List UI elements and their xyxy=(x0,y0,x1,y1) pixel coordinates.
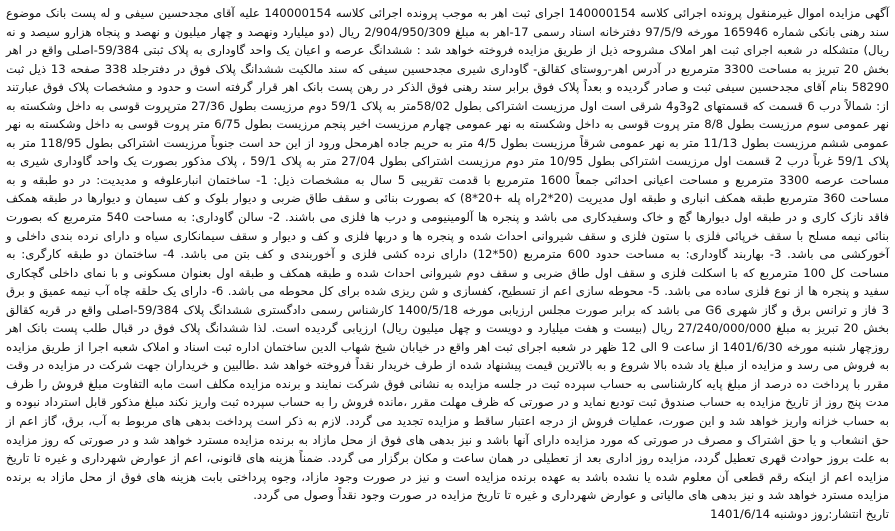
publication-date: تاریخ انتشار:روز دوشنبه 1401/6/14 xyxy=(710,506,889,521)
auction-notice-text: آگهی مزایده اموال غیرمنقول پرونده اجرائی کلاسه 140000154 اجرای ثبت اهر به موجب پرونده اجرائی کلاسه 140000154 علیه آقای مجدحسین سیفی و له پست بانک موضوع سند رهنی بانکی شماره 165946 مورخه 97/5/9 دفترخانه اسناد رسمی 17-اهر به مبلغ 2/904/950/309 ریال (دو میلیارد ونهصد و چهار میلیون و نهصد و پنجاه هزارو سیصد و نه ریال) متشکله در شعبه اجرای ثبت اهر املاک مشروحه ذیل از طریق مزایده فروخته خواهد شد : ششدانگ عرصه و اعیان یک واحد گاوداری به پلاک ثبتی 59/384-اصلی واقع در اهر بخش 20 تبریز به مساحت 3300 مترمربع در آدرس اهر-روستای کقالق- گاوداری شیری مجدحسین سیفی که سند مالکیت ششدانگ پلاک فوق در دفترجلد 338 صفحه 13 ذیل ثبت 58290 بنام آقای مجدحسین سیفی ثبت و صادر گردیده و بعداً پلاک فوق برابر سند رهنی فوق الذکر در رهن پست بانک اهر قرار گرفته است و حدود و مشخصات پلاک فوق عبارتند از: شمالاً درب 6 قسمت که قسمتهای 2و3و4 شرقی است اول مرزیست اشتراکی بطول 58/02متر به پلاک 59/1 دوم مرزیست بطول 27/36 مترپروت قوسی به داخل وشکسته به نهر عمومی سوم مرزیست بطول 8/8 متر پروت قوسی به داخل وشکسته به نهر عمومی چهارم مرزیست اخیر پنجم مرزیست بطول 6/75 متر پروت قوسی به داخل وشکسته به نهر عمومی ششم مرزیست بطول 11/13 متر به نهر عمومی شرقاً مرزیست بطول 4/5 متر به حریم جاده اهرمحل ورود از این حد است جنوباً مرزیست اشتراکی بطول 118/95 متر به پلاک 59/1 غرباً درب 2 قسمت اول مرزیست اشتراکی بطول 10/95 متر دوم مرزیست اشتراکی بطول 27/04 متر به پلاک 59/1 ، پلاک مذکور بصورت یک واحد گاوداری شیری به مساحت عرصه 3300 مترمربع و مساحت اعیانی احداثی جمعاً 1600 مترمربع با قدمت تقریبی 5 سال به مشخصات ذیل: 1- ساختمان انبارعلوفه و مدیدیت: در دو طبقه و به مساحت 360 مترمربع طبقه همکف انباری و طبقه اول مدیریت (20*2راه پله +20*8) که بصورت بنائی و سقف طاق ضربی و دیوار بلوک و کف سیمان و دیوارها در طبقه همکف فاقد نازک کاری و در طبقه اول دیوارها گچ و خاک وسفیدکاری می باشد و پنجره ها آلومینیومی و درب ها فلزی می باشند. 2- سالن گاوداری: به مساحت 540 مترمربع که بصورت بنائی نیمه مسلح با سقف خرپائی فلزی با ستون فلزی و سقف شیروانی احداث شده و پنجره ها و دربها فلزی و کف و دیوار و سقف سیمانکاری سیاه و دارای نرده بندی داخلی و آخورکشی می باشد. 3- بهاربند گاوداری: به مساحت حدود 600 مترمربع (50*12) دارای نرده کشی فلزی و آخوربندی و کف بتن می باشد. 4- ساختمان دو طبقه کارگری: به مساحت کل 100 مترمربع که با اسکلت فلزی و سقف اول طاق ضربی و سقف دوم شیروانی احداث شده و طبقه همکف و طبقه اول بعنوان مسکونی و با نمای داخلی گچکاری سفید و پنجره ها از نوع فلزی ساده می باشد. 5- محوطه سازی اعم از تسطیح، کفسازی و شن ریزی شده برای کل محوطه می باشد. 6- دارای یک حلقه چاه آب نیمه عمیق و برق 3 فاز و ترانس برق و گاز شهری G6 می باشد که برابر صورت مجلس ارزیابی مورخه 1400/5/18 کارشناس رسمی دادگستری ششدانگ پلاک 59/384-اصلی واقع در قریه کقالق بخش 20 تبریز به مبلغ 27/240/000/000 ریال (بیست و هفت میلیارد و دویست و چهل میلیون ریال) ارزیابی گردیده است. لذا ششدانگ پلاک فوق در قبال طلب پست بانک اهر روزچهار شنبه مورخه 1401/6/30 از ساعت 9 الی 12 ظهر در شعبه اجرای ثبت اهر واقع در خیابان شیخ شهاب الدین ساختمان اداره ثبت اسناد و املاک شعبه اجرا از طریق مزایده به فروش می رسد و مزایده از مبلغ یاد شده بالا شروع و به بالاترین قیمت پیشنهاد شده از طرف خریدار نقداً فروخته خواهد شد .طالبین و خریداران جهت شرکت در مزایده در وقت مقرر با پرداخت ده درصد از مبلغ پایه کارشناسی به حساب سپرده ثبت در جلسه مزایده به نشانی فوق شرکت نمایند و برنده مزایده مکلف است مابه التفاوت مبلغ فروش را ظرف مدت پنج روز از تاریخ مزایده به حساب صندوق ثبت تودیع نماید و در صورتی که ظرف مهلت مقرر ،مانده فروش را به حساب سپرده ثبت واریز نکند مبلغ مذکور قابل استرداد نبوده و به حساب خزانه واریز خواهد شد و این صورت، عملیات فروش از درجه اعتبار ساقط و مزایده تجدید می گردد. لازم به ذکر است پرداخت بدهی های مربوط به آب، برق، گاز اعم از حق انشعاب و یا حق اشتراک و مصرف در صورتی که مورد مزایده دارای آنها باشد و نیز بدهی های فوق از محل مازاد به برنده مزایده مسترد خواهد شد و در صورتی که روز مزایده به علت بروز حوادث قهری تعطیل گردد، مزایده روز اداری بعد از تعطیلی در همان ساعت و مکان برگزار می گردد. ضمناً هزینه های قانونی، اعم از عوارض شهرداری و غیره تا تاریخ مزایده اعم از اینکه رقم قطعی آن معلوم شده یا نشده باشد به عهده برنده مزایده است و نیز در صورت وجود مازاد، وجوه پرداختی بابت هزینه های فوق از محل مازاد به برنده مزایده مسترد خواهد شد و نیز بدهی های مالیاتی و عوارض شهرداری و غیره تا تاریخ مزایده در صورت وجود نقداً وصول می گردد. xyxy=(6,6,890,503)
